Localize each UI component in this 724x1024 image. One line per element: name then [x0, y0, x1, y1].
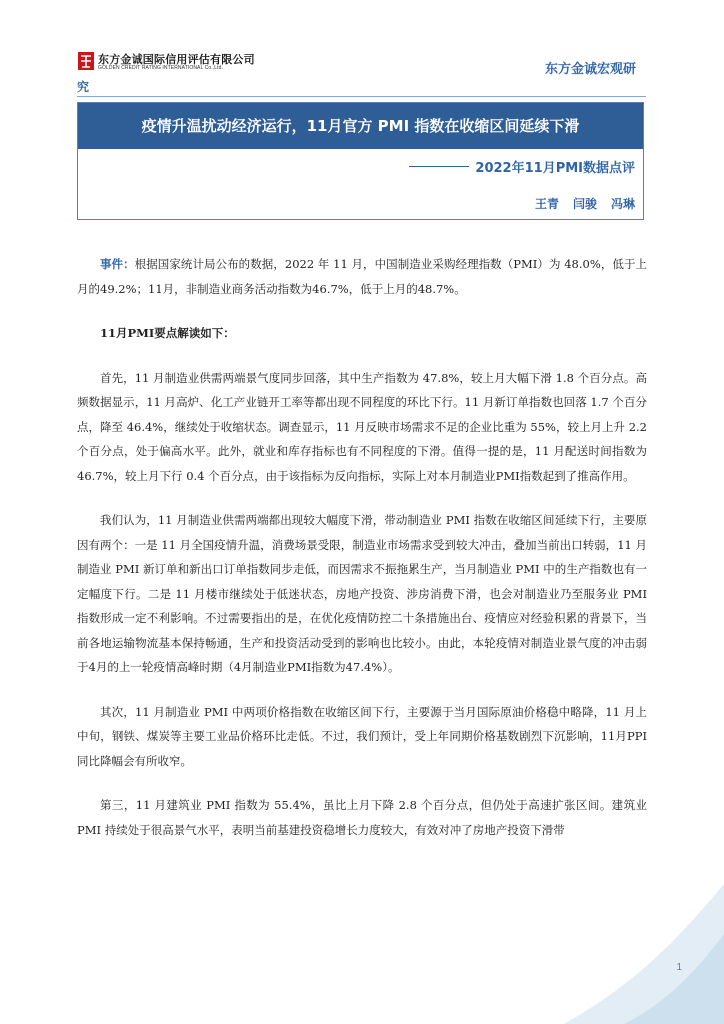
- author-name: 闫骏: [572, 197, 597, 211]
- author-list: [535, 195, 635, 212]
- brand-label: 东方金诚宏观研: [544, 62, 636, 77]
- section-heading: [77, 321, 647, 346]
- logo-company-name: 东方金诚国际信用评估有限公司: [98, 53, 255, 66]
- paragraph-4: 第三，11 月建筑业 PMI 指数为 55.4%，虽比上月下降 2.8 个百分点，但仍处于高速扩张区间。建筑业 PMI 持续处于很高景气水平，表明当前基建投资稳增长力度较大，有效对冲了房地产投资下滑带: [77, 798, 647, 837]
- report-title: 疫情升温扰动经济运行，11月官方 PMI 指数在收缩区间延续下滑: [78, 103, 643, 149]
- logo-mark-icon: [78, 52, 94, 70]
- header-divider: [77, 96, 646, 97]
- author-name: 冯琳: [610, 197, 635, 211]
- page-number: 1: [676, 962, 682, 973]
- logo-company-name-en: GOLDEN CREDIT RATING INTERNATIONAL Co.,Ltd.: [98, 65, 223, 71]
- paragraph-1: 首先，11 月制造业供需两端景气度同步回落，其中生产指数为 47.8%，较上月大幅下滑 1.8 个百分点。高频数据显示，11 月高炉、化工产业链开工率等都出现不同程度的环比下行。11 月新订单指数也回落 1.7 个百分点，降至 46.4%，继续处于收缩状态。调查显示，11 月反映市场需求不足的企业比重为 55%，较上月上升 2.2 个百分点，处于偏高水平。此外，就业和库存指标也有不同程度的下滑。值得一提的是，11 月配送时间指数为 46.7%，较上月下行 0.4 个百分点，由于该指标为反向指标，实际上对本月制造业PMI指数起到了推高作用。: [77, 370, 647, 483]
- subtitle-row: [409, 157, 635, 176]
- subtitle-rule: [409, 166, 469, 167]
- paragraph-2: 我们认为，11 月制造业供需两端都出现较大幅度下滑，带动制造业 PMI 指数在收缩区间延续下行，主要原因有两个：一是 11 月全国疫情升温，消费场景受限，制造业市场需求受到较大冲击，叠加当前出口转弱，11 月制造业 PMI 新订单和新出口订单指数同步走低，而因需求不振拖累生产，当月制造业 PMI 中的生产指数也有一定幅度下行。二是 11 月楼市继续处于低迷状态，房地产投资、涉房消费下滑，也会对制造业乃至服务业 PMI 指数形成一定不利影响。不过需要指出的是，在优化疫情防控二十条措施出台、疫情应对经验积累的背景下，当前各地运输物流基本保持畅通，生产和投资活动受到的影响也比较小。由此，本轮疫情对制造业景气度的冲击弱于4月的上一轮疫情高峰时期（4月制造业PMI指数为47.4%）。: [77, 513, 647, 674]
- event-text: 根据国家统计局公布的数据，2022 年 11 月，中国制造业采购经理指数（PMI）为 48.0%，低于上月的49.2%；11月，非制造业商务活动指数为46.7%，低于上月的48.7%。: [77, 257, 647, 296]
- report-body: [77, 252, 647, 862]
- section-heading-text: 11月PMI要点解读如下：: [100, 326, 235, 340]
- decorative-corner-shape: [524, 824, 724, 1024]
- paragraph-3: 其次，11 月制造业 PMI 中两项价格指数在收缩区间下行，主要源于当月国际原油价格稳中略降，11 月上中旬，钢铁、煤炭等主要工业品价格环比走低。不过，我们预计，受上年同期价格基数剧烈下沉影响，11月PPI同比降幅会有所收窄。: [77, 704, 647, 768]
- company-logo: [78, 50, 258, 74]
- brand-label-tail: 究: [77, 80, 90, 94]
- event-label: 事件：: [100, 257, 135, 271]
- event-paragraph: [77, 252, 647, 301]
- author-name: 王青: [534, 197, 559, 211]
- title-box: [77, 102, 644, 220]
- report-subtitle: 2022年11月PMI数据点评: [475, 161, 635, 176]
